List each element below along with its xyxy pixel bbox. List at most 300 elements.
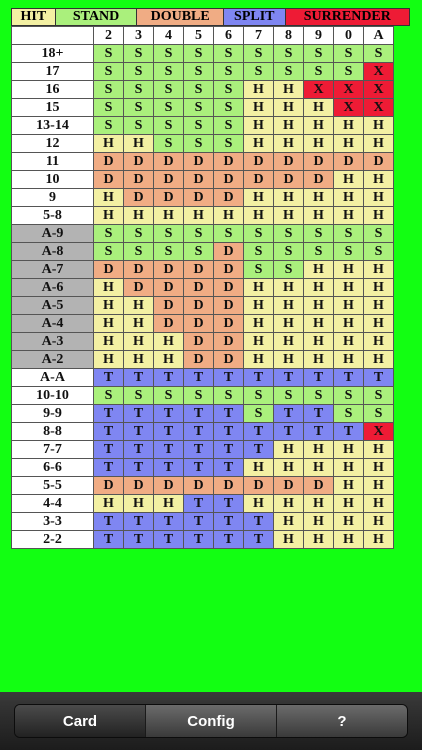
action-cell: T [214,441,244,459]
action-cell: T [184,459,214,477]
hand-row [12,477,394,495]
action-cell: T [304,423,334,441]
hand-label: 9-9 [12,405,94,423]
action-cell: T [214,405,244,423]
action-cell: T [124,405,154,423]
action-cell: D [124,153,154,171]
action-cell: H [304,261,334,279]
action-cell: T [154,423,184,441]
action-cell: T [184,513,214,531]
action-cell: S [214,63,244,81]
action-cell: D [214,243,244,261]
action-cell: T [274,405,304,423]
action-cell: H [274,531,304,549]
action-cell: H [334,459,364,477]
legend-stand: STAND [56,9,138,25]
action-cell: H [304,189,334,207]
action-cell: T [154,369,184,387]
segmented-control [14,704,408,738]
action-cell: H [94,135,124,153]
action-cell: H [244,297,274,315]
action-cell: H [274,333,304,351]
action-cell: D [154,261,184,279]
action-cell: T [154,459,184,477]
action-cell: T [154,405,184,423]
action-cell: D [304,477,334,495]
action-cell: H [334,531,364,549]
action-cell: T [184,531,214,549]
action-cell: X [364,99,394,117]
legend-surrender: SURRENDER [286,9,409,25]
action-cell: H [364,261,394,279]
action-cell: T [244,513,274,531]
action-cell: H [274,207,304,225]
dealer-card-header: 2 [94,27,124,45]
action-cell: H [154,495,184,513]
action-cell: T [184,441,214,459]
action-cell: S [184,225,214,243]
action-cell: S [274,243,304,261]
action-cell: S [334,63,364,81]
action-cell: T [94,369,124,387]
action-cell: D [124,171,154,189]
action-cell: D [304,171,334,189]
action-cell: T [154,531,184,549]
action-cell: H [364,315,394,333]
action-cell: D [244,171,274,189]
action-cell: T [214,369,244,387]
action-cell: H [304,459,334,477]
action-cell: X [364,63,394,81]
action-cell: D [154,189,184,207]
hand-label: 16 [12,81,94,99]
hand-label: A-7 [12,261,94,279]
action-cell: S [214,387,244,405]
action-cell: H [364,135,394,153]
action-cell: H [364,531,394,549]
action-cell: T [214,531,244,549]
hand-row [12,261,394,279]
action-cell: D [244,153,274,171]
action-cell: H [334,135,364,153]
action-cell: S [94,225,124,243]
action-cell: X [364,423,394,441]
hand-row [12,531,394,549]
action-cell: D [154,477,184,495]
action-cell: H [124,351,154,369]
action-cell: H [304,99,334,117]
action-cell: D [184,189,214,207]
action-cell: H [364,117,394,135]
action-cell: S [244,243,274,261]
hand-row [12,135,394,153]
action-cell: H [364,513,394,531]
action-cell: S [124,117,154,135]
hand-row [12,81,394,99]
action-cell: H [334,297,364,315]
action-cell: T [154,513,184,531]
hand-row [12,495,394,513]
action-cell: T [244,423,274,441]
action-cell: T [184,369,214,387]
hand-label: 18+ [12,45,94,63]
action-cell: H [244,315,274,333]
hand-label: 17 [12,63,94,81]
action-cell: S [274,45,304,63]
action-cell: S [364,45,394,63]
action-cell: D [274,153,304,171]
action-cell: D [94,477,124,495]
action-cell: H [124,135,154,153]
action-cell: H [364,495,394,513]
action-cell: S [94,99,124,117]
action-cell: H [214,207,244,225]
action-cell: S [364,225,394,243]
action-cell: H [274,99,304,117]
hand-row [12,315,394,333]
action-cell: H [304,531,334,549]
hand-row [12,153,394,171]
hand-label: 7-7 [12,441,94,459]
hand-label: A-A [12,369,94,387]
action-cell: T [274,369,304,387]
action-cell: S [244,405,274,423]
dealer-card-header: 3 [124,27,154,45]
action-cell: D [94,261,124,279]
legend-split: SPLIT [224,9,286,25]
action-cell: T [94,459,124,477]
action-cell: S [214,45,244,63]
action-cell: H [244,189,274,207]
action-cell: H [274,315,304,333]
action-cell: T [94,441,124,459]
action-cell: X [334,81,364,99]
action-cell: S [334,243,364,261]
hand-row [12,207,394,225]
action-cell: D [214,261,244,279]
hand-label: 9 [12,189,94,207]
action-cell: H [274,279,304,297]
action-cell: H [364,279,394,297]
action-cell: D [214,153,244,171]
hand-row [12,405,394,423]
action-cell: T [304,405,334,423]
action-cell: T [94,513,124,531]
hand-row [12,513,394,531]
action-legend [11,8,410,26]
hand-label: 8-8 [12,423,94,441]
hand-label: 13-14 [12,117,94,135]
action-cell: H [364,207,394,225]
hand-label: 6-6 [12,459,94,477]
dealer-card-header: 0 [334,27,364,45]
action-cell: S [154,135,184,153]
action-cell: H [304,441,334,459]
action-cell: X [304,81,334,99]
action-cell: S [304,45,334,63]
action-cell: T [274,423,304,441]
action-cell: T [124,441,154,459]
hand-row [12,441,394,459]
hand-label: A-3 [12,333,94,351]
action-cell: S [304,387,334,405]
tab-card[interactable]: Card [15,705,146,737]
hand-label: 12 [12,135,94,153]
action-cell: D [184,333,214,351]
action-cell: D [154,153,184,171]
action-cell: S [364,243,394,261]
action-cell: S [184,117,214,135]
hand-label: 3-3 [12,513,94,531]
hand-row [12,63,394,81]
action-cell: H [274,117,304,135]
action-cell: S [364,405,394,423]
action-cell: T [334,423,364,441]
dealer-card-header: 6 [214,27,244,45]
strategy-table [11,26,394,549]
action-cell: T [214,459,244,477]
action-cell: S [274,387,304,405]
action-cell: S [124,243,154,261]
action-cell: H [244,99,274,117]
action-cell: S [334,387,364,405]
action-cell: S [154,225,184,243]
action-cell: D [274,171,304,189]
action-cell: H [304,495,334,513]
hand-row [12,333,394,351]
action-cell: T [124,513,154,531]
action-cell: S [184,99,214,117]
action-cell: S [124,387,154,405]
action-cell: H [364,477,394,495]
action-cell: T [184,423,214,441]
action-cell: S [214,81,244,99]
tab-help[interactable]: ? [277,705,407,737]
action-cell: H [304,297,334,315]
action-cell: D [184,153,214,171]
action-cell: H [94,207,124,225]
action-cell: H [124,315,154,333]
action-cell: D [94,171,124,189]
action-cell: T [244,369,274,387]
action-cell: H [334,477,364,495]
action-cell: T [214,423,244,441]
action-cell: H [274,189,304,207]
action-cell: H [304,351,334,369]
action-cell: H [94,279,124,297]
hand-row [12,351,394,369]
action-cell: S [334,45,364,63]
action-cell: H [304,135,334,153]
action-cell: H [334,279,364,297]
action-cell: D [124,261,154,279]
hand-row [12,423,394,441]
action-cell: H [124,297,154,315]
action-cell: D [304,153,334,171]
dealer-card-header: A [364,27,394,45]
dealer-card-header: 7 [244,27,274,45]
action-cell: D [184,315,214,333]
action-cell: H [94,189,124,207]
action-cell: H [304,513,334,531]
action-cell: D [154,297,184,315]
corner-cell [12,27,94,45]
action-cell: H [304,315,334,333]
dealer-card-header: 5 [184,27,214,45]
action-cell: S [304,243,334,261]
action-cell: H [154,207,184,225]
action-cell: D [154,279,184,297]
hand-label: 10-10 [12,387,94,405]
action-cell: S [274,261,304,279]
action-cell: H [334,171,364,189]
action-cell: S [94,63,124,81]
action-cell: H [364,171,394,189]
action-cell: S [154,63,184,81]
action-cell: H [274,81,304,99]
action-cell: S [94,243,124,261]
action-cell: S [334,405,364,423]
action-cell: S [124,225,154,243]
action-cell: H [274,441,304,459]
action-cell: D [154,171,184,189]
hand-label: A-5 [12,297,94,315]
action-cell: H [94,495,124,513]
hand-label: 4-4 [12,495,94,513]
action-cell: S [124,63,154,81]
action-cell: H [274,351,304,369]
action-cell: H [244,459,274,477]
action-cell: D [214,315,244,333]
action-cell: S [94,81,124,99]
action-cell: S [184,243,214,261]
action-cell: H [124,207,154,225]
action-cell: S [124,81,154,99]
action-cell: T [214,495,244,513]
action-cell: S [304,63,334,81]
action-cell: H [364,459,394,477]
action-cell: S [154,99,184,117]
action-cell: T [334,369,364,387]
hand-row [12,279,394,297]
action-cell: H [334,315,364,333]
action-cell: S [214,135,244,153]
action-cell: H [364,351,394,369]
action-cell: T [214,513,244,531]
hand-label: A-8 [12,243,94,261]
action-cell: H [154,351,184,369]
action-cell: H [334,207,364,225]
action-cell: T [154,441,184,459]
hand-label: 10 [12,171,94,189]
action-cell: D [364,153,394,171]
action-cell: H [334,261,364,279]
action-cell: D [274,477,304,495]
action-cell: H [334,333,364,351]
action-cell: D [124,189,154,207]
action-cell: H [364,333,394,351]
action-cell: H [274,459,304,477]
action-cell: H [124,495,154,513]
action-cell: S [274,63,304,81]
action-cell: D [334,153,364,171]
action-cell: H [94,351,124,369]
action-cell: S [184,45,214,63]
hand-row [12,459,394,477]
action-cell: H [304,333,334,351]
action-cell: H [334,351,364,369]
action-cell: T [304,369,334,387]
action-cell: S [154,81,184,99]
action-cell: S [244,45,274,63]
action-cell: S [334,225,364,243]
action-cell: H [244,495,274,513]
action-cell: H [274,135,304,153]
action-cell: S [124,99,154,117]
action-cell: X [364,81,394,99]
action-cell: S [124,45,154,63]
action-cell: S [184,81,214,99]
action-cell: T [184,495,214,513]
action-cell: D [214,351,244,369]
action-cell: H [94,315,124,333]
action-cell: D [214,189,244,207]
hand-label: A-2 [12,351,94,369]
action-cell: S [94,117,124,135]
dealer-card-header: 4 [154,27,184,45]
action-cell: H [274,495,304,513]
action-cell: S [244,225,274,243]
tab-config[interactable]: Config [146,705,277,737]
action-cell: D [214,171,244,189]
action-cell: T [124,531,154,549]
action-cell: H [94,297,124,315]
action-cell: S [244,261,274,279]
hand-row [12,297,394,315]
hand-row [12,171,394,189]
hand-row [12,225,394,243]
action-cell: X [334,99,364,117]
action-cell: H [334,189,364,207]
action-cell: S [184,63,214,81]
action-cell: H [304,207,334,225]
action-cell: T [94,405,124,423]
action-cell: D [184,171,214,189]
action-cell: S [214,225,244,243]
action-cell: T [124,369,154,387]
action-cell: D [184,477,214,495]
action-cell: T [364,369,394,387]
hand-row [12,189,394,207]
action-cell: S [154,387,184,405]
action-cell: H [274,297,304,315]
action-cell: H [334,495,364,513]
action-cell: T [244,441,274,459]
action-cell: H [244,351,274,369]
action-cell: S [154,117,184,135]
hand-row [12,99,394,117]
action-cell: D [184,279,214,297]
hand-row [12,243,394,261]
action-cell: H [244,117,274,135]
action-cell: H [124,333,154,351]
action-cell: S [214,117,244,135]
action-cell: S [304,225,334,243]
action-cell: S [184,135,214,153]
action-cell: S [154,45,184,63]
action-cell: H [304,117,334,135]
action-cell: S [364,387,394,405]
